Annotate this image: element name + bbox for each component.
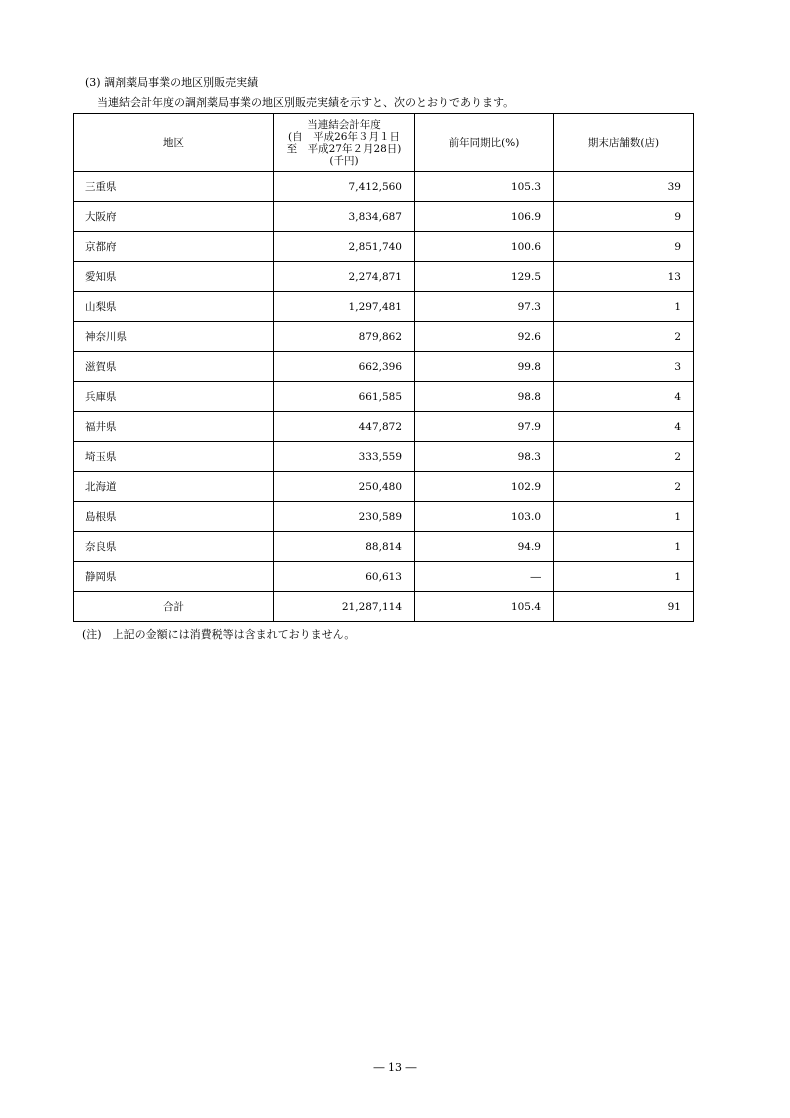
sales-cell: 88,814	[274, 532, 415, 562]
table-row	[74, 442, 694, 472]
sales-cell: 230,589	[274, 502, 415, 532]
sales-cell: 333,559	[274, 442, 415, 472]
stores-cell: 1	[554, 532, 694, 562]
region-cell: 愛知県	[74, 262, 274, 292]
header-stores: 期末店舗数(店)	[554, 114, 694, 172]
header-sales	[274, 114, 415, 172]
sales-cell: 662,396	[274, 352, 415, 382]
region-cell: 島根県	[74, 502, 274, 532]
total-label: 合計	[74, 592, 274, 622]
header-region: 地区	[74, 114, 274, 172]
intro-text: 当連結会計年度の調剤薬局事業の地区別販売実績を示すと、次のとおりであります。	[97, 96, 515, 109]
stores-cell: 2	[554, 322, 694, 352]
yoy-cell: 94.9	[415, 532, 554, 562]
region-cell: 滋賀県	[74, 352, 274, 382]
region-cell: 大阪府	[74, 202, 274, 232]
sales-cell: 7,412,560	[274, 172, 415, 202]
region-cell: 北海道	[74, 472, 274, 502]
table-row	[74, 502, 694, 532]
table-row	[74, 412, 694, 442]
region-cell: 静岡県	[74, 562, 274, 592]
region-cell: 神奈川県	[74, 322, 274, 352]
stores-cell: 2	[554, 442, 694, 472]
stores-cell: 39	[554, 172, 694, 202]
stores-cell: 3	[554, 352, 694, 382]
yoy-cell: ―	[415, 562, 554, 592]
table-row	[74, 352, 694, 382]
table-row	[74, 322, 694, 352]
total-sales: 21,287,114	[274, 592, 415, 622]
page-number: ― 13 ―	[373, 1061, 417, 1074]
header-sales-line: (自 平成26年３月１日	[288, 130, 400, 143]
stores-cell: 1	[554, 292, 694, 322]
sales-cell: 447,872	[274, 412, 415, 442]
table-row	[74, 292, 694, 322]
sales-cell: 3,834,687	[274, 202, 415, 232]
region-cell: 兵庫県	[74, 382, 274, 412]
yoy-cell: 100.6	[415, 232, 554, 262]
table-row	[74, 472, 694, 502]
table-row	[74, 202, 694, 232]
stores-cell: 9	[554, 232, 694, 262]
sales-cell: 60,613	[274, 562, 415, 592]
yoy-cell: 129.5	[415, 262, 554, 292]
header-sales-line: (千円)	[329, 154, 359, 167]
stores-cell: 1	[554, 502, 694, 532]
region-cell: 山梨県	[74, 292, 274, 322]
sales-cell: 1,297,481	[274, 292, 415, 322]
header-sales-line: 至 平成27年２月28日)	[286, 142, 402, 155]
stores-cell: 13	[554, 262, 694, 292]
section-heading: (3) 調剤薬局事業の地区別販売実績	[85, 76, 259, 89]
yoy-cell: 97.9	[415, 412, 554, 442]
header-sales-line: 当連結会計年度	[307, 118, 381, 131]
sales-cell: 250,480	[274, 472, 415, 502]
yoy-cell: 103.0	[415, 502, 554, 532]
stores-cell: 1	[554, 562, 694, 592]
regional-sales-table	[73, 113, 694, 622]
yoy-cell: 106.9	[415, 202, 554, 232]
sales-cell: 2,851,740	[274, 232, 415, 262]
yoy-cell: 98.8	[415, 382, 554, 412]
stores-cell: 4	[554, 412, 694, 442]
stores-cell: 4	[554, 382, 694, 412]
region-cell: 三重県	[74, 172, 274, 202]
region-cell: 福井県	[74, 412, 274, 442]
table-row	[74, 262, 694, 292]
table-row	[74, 532, 694, 562]
sales-cell: 879,862	[274, 322, 415, 352]
sales-cell: 661,585	[274, 382, 415, 412]
table-row	[74, 172, 694, 202]
header-yoy: 前年同期比(%)	[415, 114, 554, 172]
total-row	[74, 592, 694, 622]
region-cell: 京都府	[74, 232, 274, 262]
yoy-cell: 98.3	[415, 442, 554, 472]
yoy-cell: 99.8	[415, 352, 554, 382]
region-cell: 奈良県	[74, 532, 274, 562]
sales-cell: 2,274,871	[274, 262, 415, 292]
stores-cell: 9	[554, 202, 694, 232]
total-yoy: 105.4	[415, 592, 554, 622]
table-row	[74, 232, 694, 262]
yoy-cell: 105.3	[415, 172, 554, 202]
region-cell: 埼玉県	[74, 442, 274, 472]
yoy-cell: 92.6	[415, 322, 554, 352]
table-row	[74, 382, 694, 412]
yoy-cell: 97.3	[415, 292, 554, 322]
table-row	[74, 562, 694, 592]
table-header-row	[74, 114, 694, 172]
footnote: (注) 上記の金額には消費税等は含まれておりません。	[82, 628, 356, 641]
yoy-cell: 102.9	[415, 472, 554, 502]
total-stores: 91	[554, 592, 694, 622]
stores-cell: 2	[554, 472, 694, 502]
